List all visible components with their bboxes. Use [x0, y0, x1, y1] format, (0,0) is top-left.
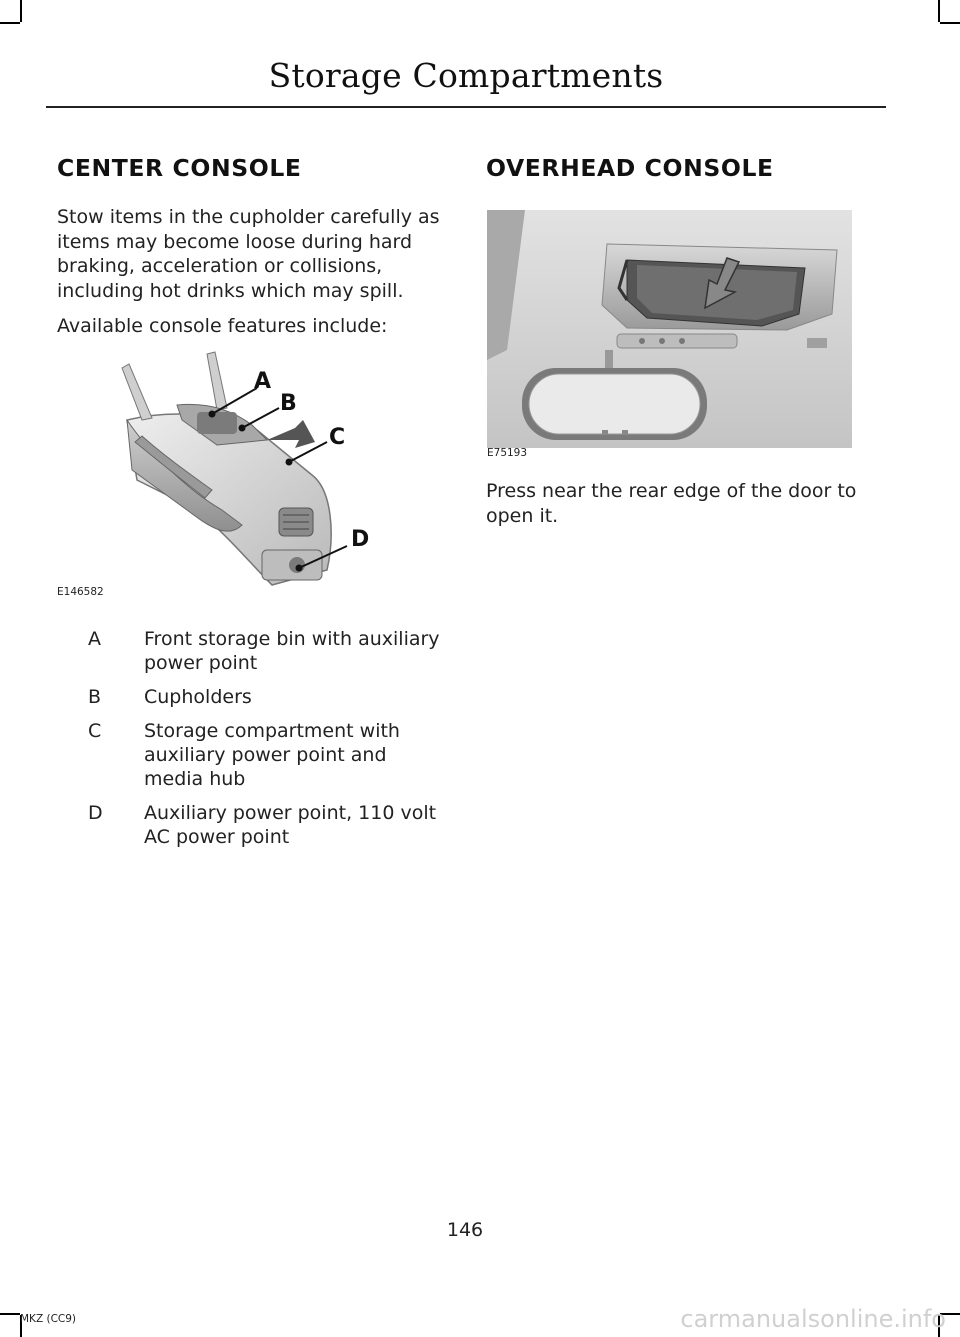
definition-text: Cupholders	[144, 686, 252, 708]
definition-text: Front storage bin with auxiliary power point	[144, 628, 440, 674]
definition-key: C	[88, 720, 102, 742]
callout-a: A	[254, 369, 272, 394]
figure-code-overhead: E75193	[487, 447, 528, 459]
header-rule	[46, 106, 886, 108]
crop-mark	[940, 22, 960, 24]
callout-c: C	[329, 425, 346, 450]
figure-code-center: E146582	[57, 586, 104, 598]
overhead-console-illustration	[487, 210, 852, 448]
features-lead: Available console features include:	[57, 315, 388, 337]
center-console-illustration	[57, 350, 447, 600]
model-code: MKZ (CC9)	[20, 1313, 77, 1325]
crop-mark	[0, 22, 20, 24]
overhead-console-instruction: Press near the rear edge of the door to open it.	[486, 480, 857, 527]
watermark: carmanualsonline.info	[680, 1305, 946, 1333]
center-console-heading: CENTER CONSOLE	[57, 154, 302, 182]
callout-b: B	[280, 391, 297, 416]
crop-mark	[20, 0, 22, 22]
page-number: 146	[446, 1219, 484, 1241]
overhead-console-heading: OVERHEAD CONSOLE	[486, 154, 774, 182]
definition-key: D	[88, 802, 103, 824]
feature-definition-list	[88, 627, 458, 857]
definition-text: Auxiliary power point, 110 volt AC power point	[144, 802, 437, 848]
definition-text: Storage compartment with auxiliary power point and media hub	[144, 720, 400, 790]
center-console-figure	[57, 350, 447, 600]
crop-mark	[938, 0, 940, 22]
definition-key: B	[88, 686, 102, 708]
running-header: Storage Compartments	[268, 56, 664, 95]
overhead-console-figure	[487, 210, 852, 448]
crop-mark	[0, 1313, 20, 1315]
callout-d: D	[351, 527, 370, 552]
center-console-intro: Stow items in the cupholder carefully as items may become loose during hard braking, acceleration or collisions, including hot drinks which may spill.	[57, 206, 440, 302]
definition-key: A	[88, 628, 101, 650]
